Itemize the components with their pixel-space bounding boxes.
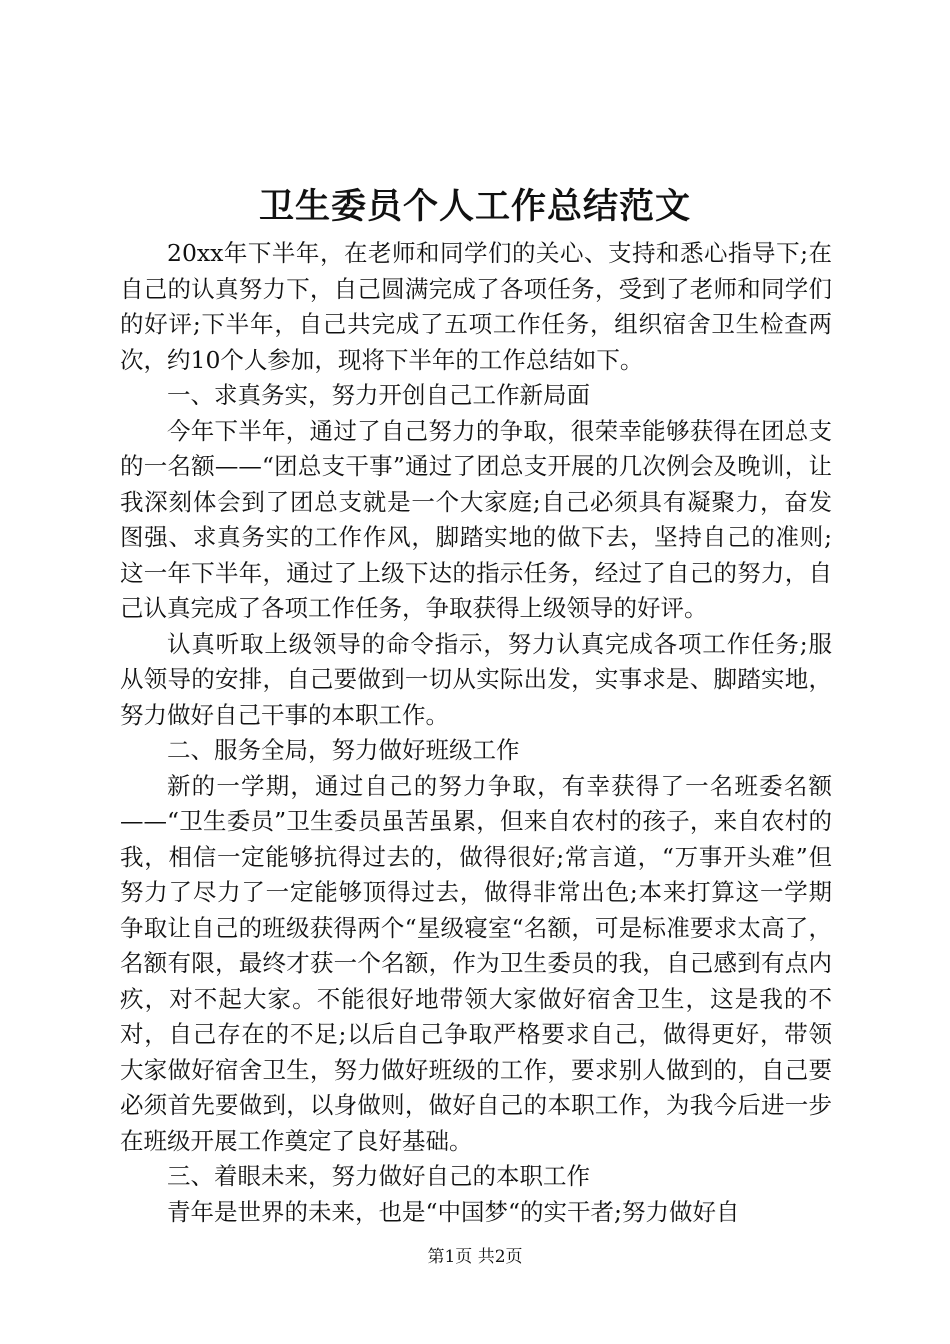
page-footer: 第1页 共2页 bbox=[427, 1247, 523, 1267]
section-heading-3: 三、着眼未来，努力做好自己的本职工作 bbox=[167, 1162, 590, 1190]
paragraph-intro: 20xx年下半年，在老师和同学们的关心、支持和悉心指导下;在自己的认真努力下，自己圆满完成了各项任务，受到了老师和同学们的好评;下半年，自己共完成了五项工作任务，组织宿舍卫生检查两次，约10个人参加，现将下半年的工作总结如下。 bbox=[120, 239, 832, 374]
document-body bbox=[120, 236, 832, 1230]
paragraph-section-1-b: 认真听取上级领导的命令指示，努力认真完成各项工作任务;服从领导的安排，自己要做到一切从实际出发，实事求是、脚踏实地，努力做好自己干事的本职工作。 bbox=[120, 629, 832, 729]
paragraph-section-1-a: 今年下半年，通过了自己努力的争取，很荣幸能够获得在团总支的一名额——“团总支干事”通过了团总支开展的几次例会及晚训，让我深刻体会到了团总支就是一个大家庭;自己必须具有凝聚力，奋发图强、求真务实的工作作风，脚踏实地的做下去，坚持自己的准则;这一年下半年，通过了上级下达的指示任务，经过了自己的努力，自己认真完成了各项工作任务，争取获得上级领导的好评。 bbox=[120, 416, 832, 622]
document-title: 卫生委员个人工作总结范文 bbox=[258, 186, 691, 227]
paragraph-section-3: 青年是世界的未来，也是“中国梦“的实干者;努力做好自 bbox=[167, 1197, 740, 1226]
paragraph-section-2: 新的一学期，通过自己的努力争取，有幸获得了一名班委名额——“卫生委员”卫生委员虽苦虽累，但来自农村的孩子，来自农村的我，相信一定能够抗得过去的，做得很好;常言道，“万事开头难”但努力了尽力了一定能够顶得过去，做得非常出色;本来打算这一学期争取让自己的班级获得两个“星级寝室“名额，可是标准要求太高了，名额有限，最终才获一个名额，作为卫生委员的我，自己感到有点内疚，对不起大家。不能很好地带领大家做好宿舍卫生，这是我的不对，自己存在的不足;以后自己争取严格要求自己，做得更好，带领大家做好宿舍卫生，努力做好班级的工作，要求别人做到的，自己要必须首先要做到，以身做则，做好自己的本职工作，为我今后进一步在班级开展工作奠定了良好基础。 bbox=[120, 771, 832, 1155]
section-heading-2: 二、服务全局，努力做好班级工作 bbox=[167, 736, 520, 764]
section-heading-1: 一、求真务实，努力开创自己工作新局面 bbox=[167, 381, 590, 409]
